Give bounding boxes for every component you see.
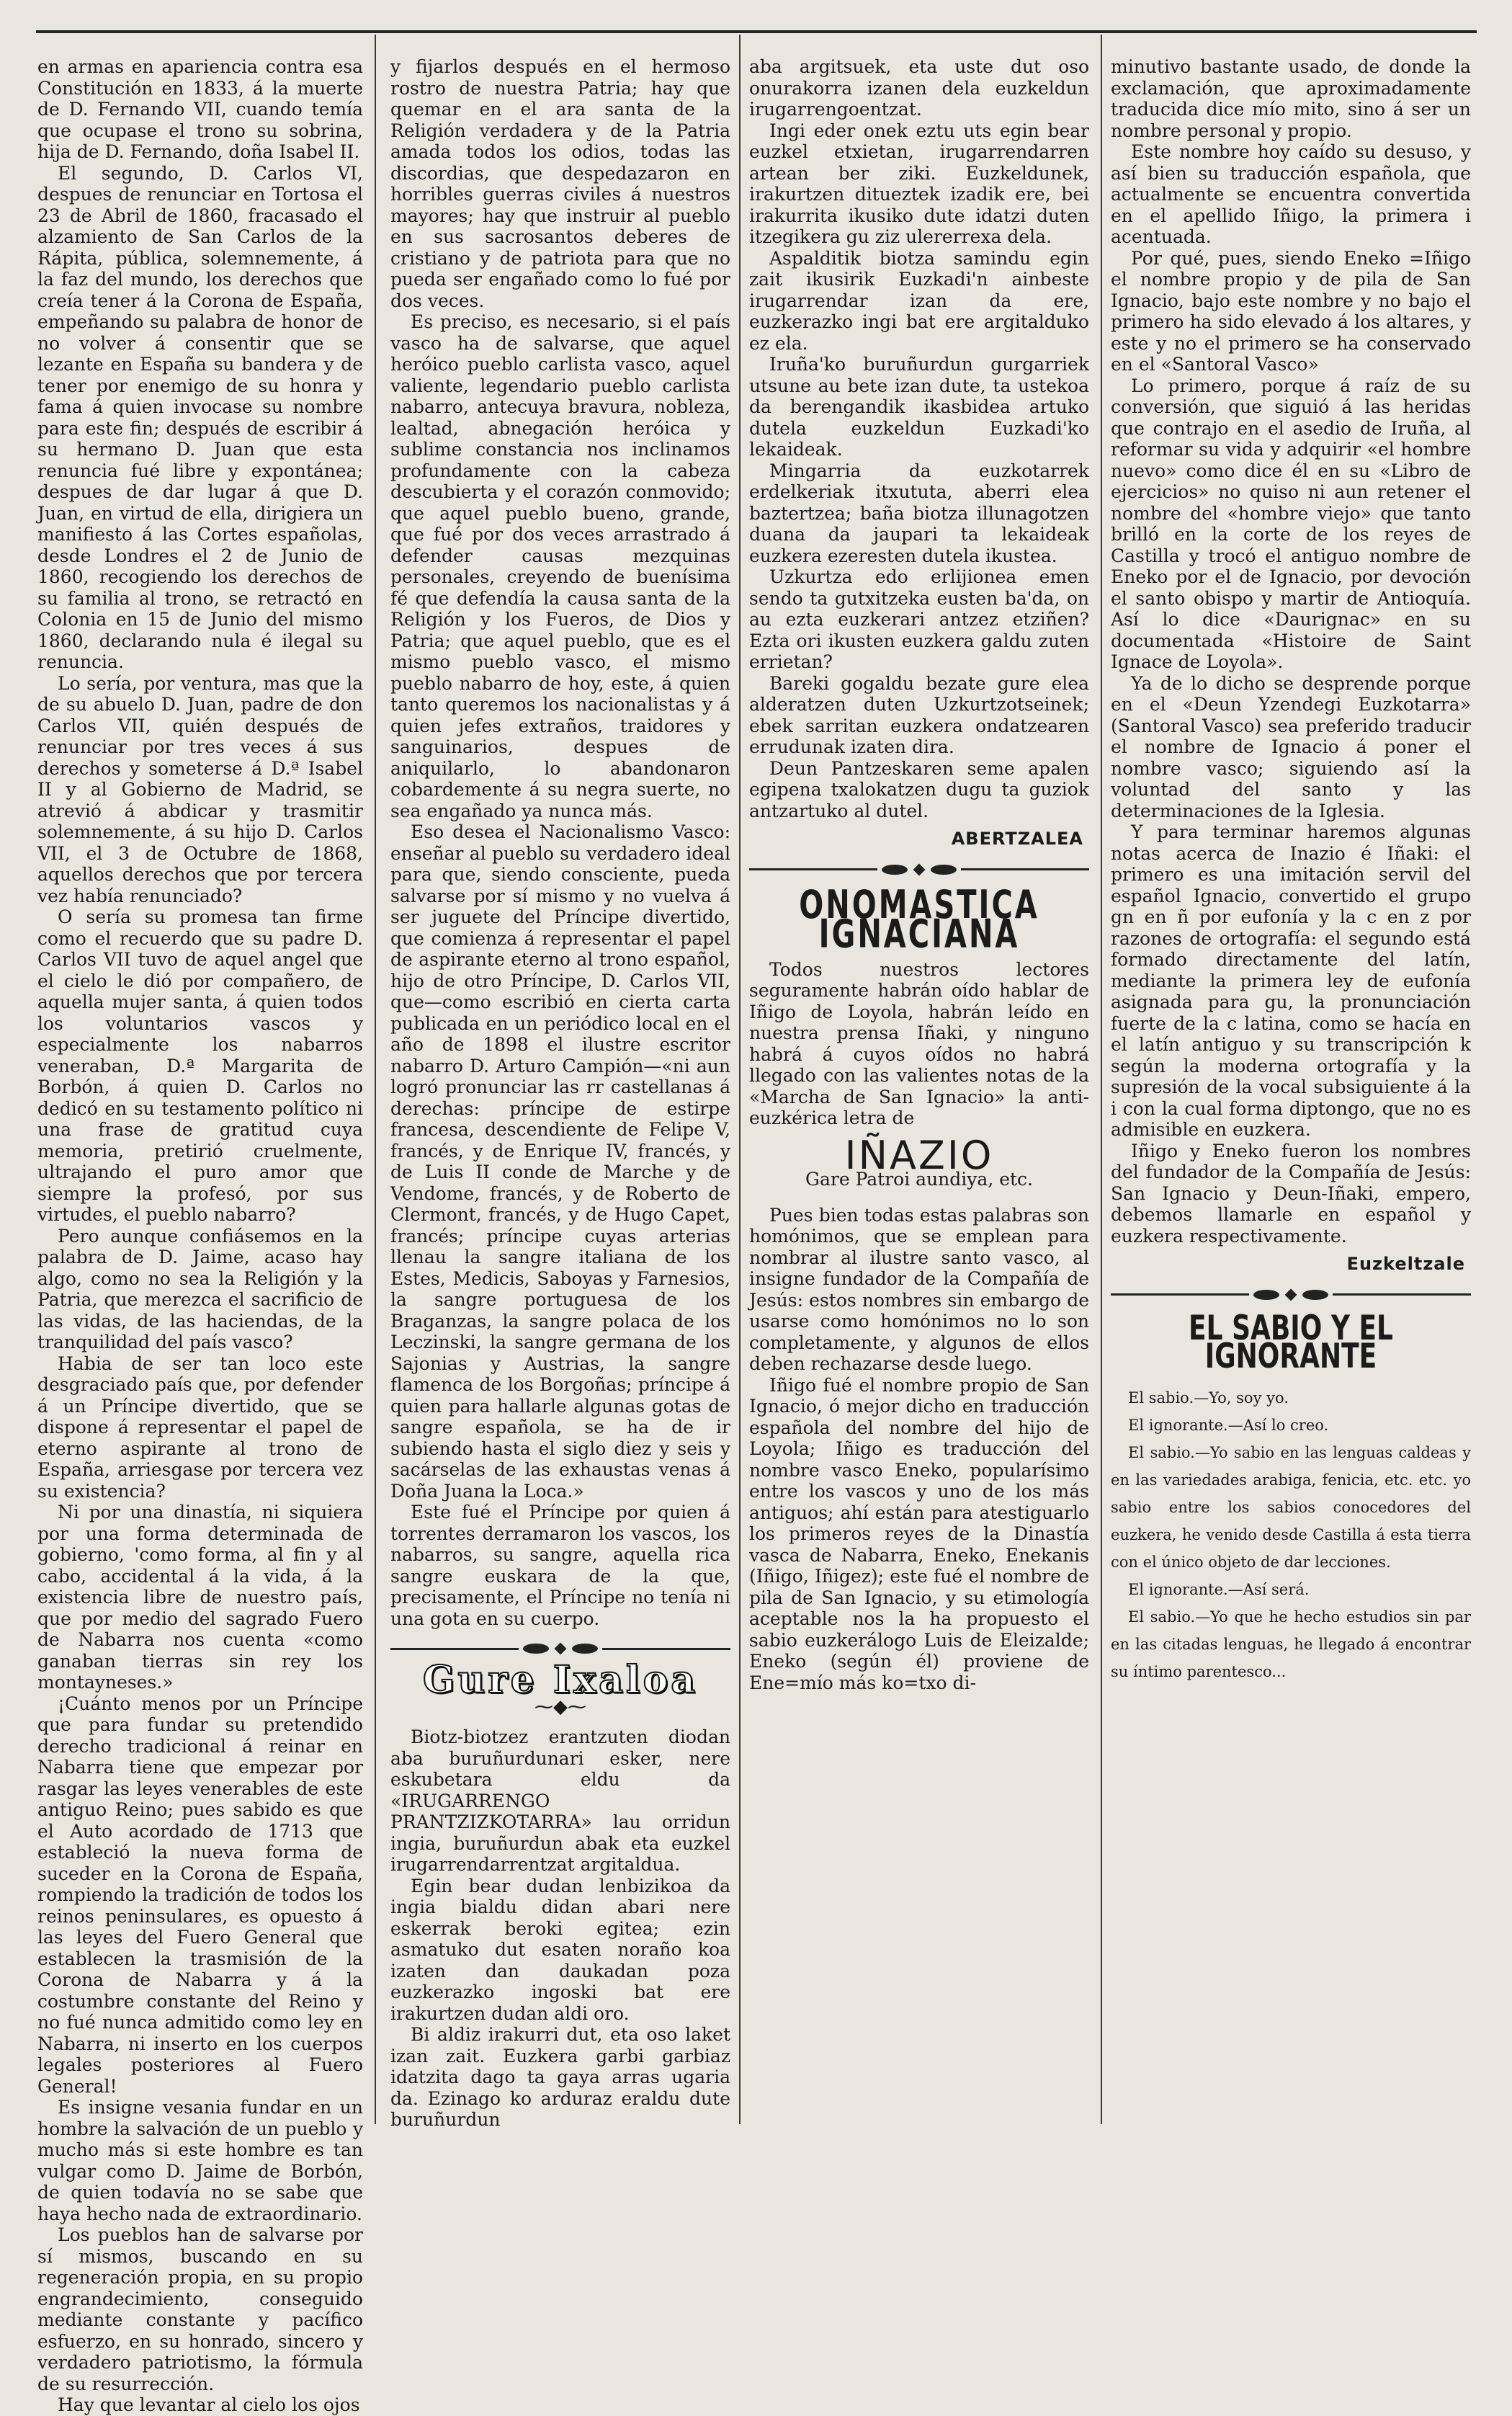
section-heading: EL SABIO Y EL IGNORANTE — [1189, 1309, 1393, 1376]
ornament-divider — [1111, 1284, 1471, 1306]
column-divider — [1101, 35, 1102, 2124]
paragraph: O sería su promesa tan firme como el recuerdo que su padre D. Carlos VII tuvo de aquel angel que el cielo le dió por compañero, de aquella mujer santa, á quien todos los voluntarios vascos y especialmente los nabarros veneraban, D.ª Margarita de Borbón, á quien D. Carlos no dedicó en su testamento político ni una frase de gratitud cuya memoria, pretirió cruelmente, ultrajando el puro amor que siempre la profesó, por sus virtudes, el pueblo nabarro? — [37, 906, 363, 1225]
paragraph: Mingarria da euzkotarrek erdelkeriak itxututa, aberri elea baztertzea; baña biotza illunagotzen duana da jaupari ta lekaideak euzkera ezeresten dutela ikustea. — [749, 460, 1089, 566]
flourish-ornament: ⁓◆⁓ — [534, 1695, 586, 1718]
section-heading: Gure Ixaloa — [423, 1658, 698, 1702]
dialogue-line: El sabio.—Yo, soy yo. — [1128, 1388, 1289, 1407]
featured-word: IÑAZIO — [844, 1132, 994, 1178]
dialogue-line: El ignorante.—Así será. — [1128, 1580, 1310, 1598]
paragraph: Lo primero, porque á raíz de su conversión, que siguió á las heridas que contrajo en el asedio de Iruña, al reformar su vida y adquirir «el hombre nuevo» como dice él en su «Libro de ejercicios» no quiso ni aun retener el nombre del «hombre viejo» que tanto brilló en la corte de los reyes de Castilla y trocó el antiguo nombre de Eneko por el de Ignacio, por devoción el santo obispo y martir de Antioquía. Así lo dice «Daurignac» en su documentada «Histoire de Saint Ignace de Loyola». — [1111, 375, 1471, 672]
dialogue-line: El ignorante.—Así lo creo. — [1128, 1416, 1329, 1434]
paragraph: Aspalditik biotza samindu egin zait ikusirik Euzkadi'n ainbeste irugarrendar izan da ere, euzkerazko ingi bat ere argitalduko ez ela. — [749, 247, 1089, 354]
paragraph: Iñigo fué el nombre propio de San Ignacio, ó mejor dicho en traducción española del nombre del hijo de Loyola; Iñigo es traducción del nombre vasco Eneko, popularísimo entre los vascos y uno de los más antiguos; ahí están para atestiguarlo los primeros reyes de la Dinastía vasca de Nabarra, Eneko, Enekanis (Iñigo, Iñigez); este fué el nombre de pila de San Ignacio, y su etimología aceptable nos la ha propuesto el sabio euzkerálogo Luis de Eleizalde; Eneko (según él) proviene de Ene=mío más ko=txo di- — [749, 1374, 1089, 1693]
column-3 — [749, 56, 1089, 2131]
paragraph: ¡Cuánto menos por un Príncipe que para fundar su pretendido derecho tradicional á reinar en Nabarra tiene que empezar por rasgar las leyes venerables de este antiguo Reino; pues sabido es que el Auto acordado de 1713 que estableció la nueva forma de suceder en la Corona de España, rompiendo la tradición de todos los reinos peninsulares, es opuesto á las leyes del Fuero General que establecen la trasmisión de la Corona de Nabarra y á la costumbre constante del Reino y no fué nunca admitido como ley en Nabarra, ni inserto en los cuerpos legales posteriores al Fuero General! — [37, 1693, 363, 2097]
paragraph: Ni por una dinastía, ni siquiera por una forma determinada de gobierno, 'como forma, al fin y al cabo, accidental á la vida, á la existencia libre de nuestro país, que por medio del sagrado Fuero de Nabarra nos cuenta «como ganaban tierras sin rey los montayneses.» — [37, 1502, 363, 1693]
paragraph: Todos nuestros lectores seguramente habrán oído hablar de Iñigo de Loyola, habrán leído en nuestra prensa Iñaki, y ninguno habrá á cuyos oídos no habrá llegado con las valientes notas de la «Marcha de San Ignacio» la anti-euzkérica letra de — [749, 958, 1089, 1128]
paragraph: Y para terminar haremos algunas notas acerca de Inazio é Iñaki: el primero es una imitación servil del español Ignacio, convertido el grupo gn en ñ por eufonía y la c en z por razones de ortografía: el segundo está formado directamente del latín, mediante la primera ley de eufonía asignada para gu, la pronunciación fuerte de la c latina, como se hacía en el latín antiguo y su transcripción k según la moderna ortografía y la supresión de la vocal subsiguiente á la i con la cual forma diptongo, que no es admisible en euzkera. — [1111, 821, 1471, 1140]
ornament-divider — [749, 859, 1089, 881]
author-signature: ABERTZALEA — [951, 829, 1083, 849]
dialogue-block — [1111, 1384, 1471, 1685]
paragraph: El segundo, D. Carlos VI, despues de renunciar en Tortosa el 23 de Abril de 1860, fracasado el alzamiento de San Carlos de la Rápita, pública, solemnemente, á la faz del mundo, los derechos que creía tener á la Corona de España, empeñando su palabra de honor de no volver á consentir que se lezante en España su bandera y de tener por enemigo de su honra y fama á quien invocase su nombre para este fin; después de escribir á su hermano D. Juan que esta renuncia fué libre y expontánea; despues de dar lugar á que D. Juan, en virtud de ella, dirigiera un manifiesto á las Cortes españolas, desde Londres el 2 de Junio de 1860, recogiendo los derechos de su familia al trono, se retractó en Colonia en 15 de Junio del mismo 1860, declarando nula é ilegal su renuncia. — [37, 162, 363, 672]
paragraph: Ya de lo dicho se desprende porque en el «Deun Yzendegi Euzkotarra» (Santoral Vasco) sea preferido traducir el nombre de Ignacio á poner el nombre vasco; siguiendo así la voluntad del santo y las determinaciones de la Iglesia. — [1111, 672, 1471, 821]
caption-line: Gare Patroi aundiya, etc. — [805, 1169, 1033, 1190]
paragraph: Pero aunque confiásemos en la palabra de D. Jaime, acaso hay algo, como no sea la Religión y la Patria, que merezca el sacrificio de las vidas, de las haciendas, de la tranquilidad del país vasco? — [37, 1225, 363, 1352]
paragraph: Bi aldiz irakurri dut, eta oso laket izan zait. Euzkera garbi garbiaz idatzita dago ta gaya arras ugaria da. Ezinago ko arduraz eraldu dute buruñurdun — [390, 2024, 730, 2130]
paragraph: Deun Pantzeskaren seme apalen egipena txalokatzen dugu ta guziok antzartuko al dutel. — [749, 757, 1089, 821]
paragraph: y fijarlos después en el hermoso rostro de nuestra Patria; hay que quemar en el ara santa de la Religión verdadera y de la Patria amada todos los odios, todas las discordias, que despedazaron en horribles guerras civiles á nuestros mayores; hay que instruir al pueblo en sus sacrosantos deberes de cristiano y de patriota para que no pueda ser engañado como lo fué por dos veces. — [390, 56, 730, 311]
paragraph: Es insigne vesania fundar en un hombre la salvación de un pueblo y mucho más si este hombre es tan vulgar como D. Jaime de Borbón, de quien todavía no se sabe que haya hecho nada de extraordinario. — [37, 2097, 363, 2224]
paragraph: Eso desea el Nacionalismo Vasco: enseñar al pueblo su verdadero ideal para que, siendo consciente, pueda salvarse por sí mismo y no vuelva á ser juguete del Príncipe divertido, que comienza á representar el papel de aspirante eterno al trono español, hijo de otro Príncipe, D. Carlos VII, que—como escribió en cierta carta publicada en un periódico local en el año de 1898 el ilustre escritor nabarro D. Arturo Campión—«ni aun logró pronunciar las rr castellanas á derechas: príncipe de estirpe francesa, descendiente de Felipe V, francés, y de Enrique IV, francés, y de Luis II conde de Marche y de Vendome, francés, y de Roberto de Clermont, francés, y de Hugo Capet, francés; príncipe cuyas arterias llenau la sangre italiana de los Estes, Medicis, Saboyas y Farnesios, la sangre portuguesa de los Braganzas, la sangre polaca de los Leczinski, la sangre germana de los Sajonias y Austrias, la sangre flamenca de los Borgoñas; príncipe á quien para hallarle algunas gotas de sangre española, se ha de ir subiendo hasta el siglo diez y seis y sacárselas de las exhaustas venas á Doña Juana la Loca.» — [390, 821, 730, 1502]
column-divider — [739, 35, 741, 2124]
paragraph: aba argitsuek, eta uste dut oso onurakorra izanen dela euzkeldun irugarrengoentzat. — [749, 56, 1089, 120]
paragraph: Egin bear dudan lenbizikoa da ingia bialdu didan abari nere eskerrak beroki egitea; ezin asmatuko dut esaten noraño koa izaten dan daukadan poza euzkerazko ingoski bat ere irakurtzen dudan aldi oro. — [390, 1875, 730, 2024]
section-heading: ONOMASTICA IGNACIANA — [799, 883, 1039, 956]
ornament-divider — [390, 1638, 730, 1659]
column-4 — [1111, 56, 1471, 2131]
paragraph: Pues bien todas estas palabras son homónimos, que se emplean para nombrar al ilustre santo vasco, al insigne fundador de la Compañía de Jesús: estos nombres sin embargo de usarse como homónimos no lo son completamente, y algunos de ellos deben rechazarse desde luego. — [749, 1204, 1089, 1374]
paragraph: minutivo bastante usado, de donde la exclamación, que aproximadamente traducida dice mío mito, sino á ser un nombre personal y propio. — [1111, 56, 1471, 141]
paragraph: en armas en apariencia contra esa Constitución en 1833, á la muerte de D. Fernando VII, cuando temía que ocupase el trono su sobrina, hija de D. Fernando, doña Isabel II. — [37, 56, 363, 162]
paragraph: Lo sería, por ventura, mas que la de su abuelo D. Juan, padre de don Carlos VII, quién después de renunciar por tres veces á sus derechos y someterse á D.ª Isabel II y al Gobierno de Madrid, se atrevió á abdicar y trasmitir solemnemente, á su hijo D. Carlos VII, el 3 de Octubre de 1868, aquellos derechos que por tercera vez había renunciado? — [37, 672, 363, 906]
paragraph: Los pueblos han de salvarse por sí mismos, buscando en su regeneración propia, en su propio engrandecimiento, conseguido mediante constante y pacífico esfuerzo, en su honrado, sincero y verdadero patriotismo, la fórmula de su resurrección. — [37, 2224, 363, 2394]
paragraph: Hay que levantar al cielo los ojos — [58, 2394, 360, 2415]
paragraph: Ingi eder onek eztu uts egin bear euzkel etxietan, irugarrendarren artean ber ziki. Euzkeldunek, irakurtzen ditueztek izadik ere, bei irakurrita ikusiko dute idatzi duten itzegikera gu ziz ulererrexa dela. — [749, 120, 1089, 247]
dialogue-line: El sabio.—Yo que he hecho estudios sin par en las citadas lenguas, he llegado á encontrar su íntimo parentesco... — [1111, 1608, 1471, 1680]
top-rule — [36, 30, 1477, 33]
column-1 — [37, 56, 363, 2415]
paragraph: Iruña'ko buruñurdun gurgarriek utsune au bete izan dute, ta ustekoa da berengandik ikasbidea artuko dutela euzkeldun Euzkadi'ko lekaideak. — [749, 354, 1089, 460]
paragraph: Habia de ser tan loco este desgraciado país que, por defender á un Príncipe divertido, que se dispone á representar el papel de eterno aspirante al trono de España, arriesgase por tercera vez su existencia? — [37, 1352, 363, 1502]
dialogue-line: El sabio.—Yo sabio en las lenguas caldeas y en las variedades arabiga, fenicia, etc. etc. yo sabio entre los sabios conocedores del euzkera, he venido desde Castilla á esta tierra con el único objeto de dar lecciones. — [1111, 1443, 1471, 1571]
column-2 — [390, 56, 730, 2131]
paragraph: Este fué el Príncipe por quien á torrentes derramaron los vascos, los nabarros, su sangre, aquella rica sangre euskara de la que, precisamente, el Príncipe no tenía ni una gota en su cuerpo. — [390, 1502, 730, 1629]
column-divider — [375, 35, 376, 2124]
paragraph: Por qué, pues, siendo Eneko =Iñigo el nombre propio y de pila de San Ignacio, bajo este nombre y no bajo el primero ha sido elevado á los altares, y este y no el primero se ha conservado en el «Santoral Vasco» — [1111, 247, 1471, 375]
paragraph: Biotz-biotzez erantzuten diodan aba buruñurdunari esker, nere eskubetara eldu da «IRUGARRENGO PRANTZIZKOTARRA» lau orridun ingia, buruñurdun abak eta euzkel irugarrendarrentzat argitaldua. — [390, 1726, 730, 1875]
author-signature: Euzkeltzale — [1346, 1254, 1465, 1274]
paragraph: Uzkurtza edo erlijionea emen sendo ta gutxitzeka eusten ba'da, on au ezta euzkerari antzez etziñen? Ezta ori ikusten euzkera galdu zuten errietan? — [749, 566, 1089, 672]
paragraph: Iñigo y Eneko fueron los nombres del fundador de la Compañía de Jesús: San Ignacio y Deun-Iñaki, empero, debemos llamarle en español y euzkera respectivamente. — [1111, 1140, 1471, 1247]
paragraph: Es preciso, es necesario, si el país vasco ha de salvarse, que aquel heróico pueblo carlista vasco, aquel valiente, legendario pueblo carlista nabarro, antecuya bravura, nobleza, lealtad, abnegación heróica y sublime constancia nos inclinamos profundamente con la cabeza descubierta y el corazón conmovido; que aquel pueblo bueno, grande, que fué por dos veces arrastrado á defender causas mezquinas personales, creyendo de buenísima fé que defendía la causa santa de la Religión y los Fueros, de Dios y Patria; que aquel pueblo, que es el mismo pueblo vasco, el mismo pueblo nabarro de hoy, este, á quien tanto queremos los nacionalistas y á quien jefes extraños, traidores y sanguinarios, despues de aniquilarlo, lo abandonaron cobardemente á su negra suerte, no sea engañado ya nunca más. — [390, 311, 730, 821]
paragraph: Este nombre hoy caído su desuso, y así bien su traducción española, que actualmente se encuentra convertida en el apellido Iñigo, la primera i acentuada. — [1111, 141, 1471, 247]
paragraph: Bareki gogaldu bezate gure elea alderatzen duten Uzkurtzotseinek; ebek sarritan euzkera ondatzearen errudunak izaten dira. — [749, 672, 1089, 757]
